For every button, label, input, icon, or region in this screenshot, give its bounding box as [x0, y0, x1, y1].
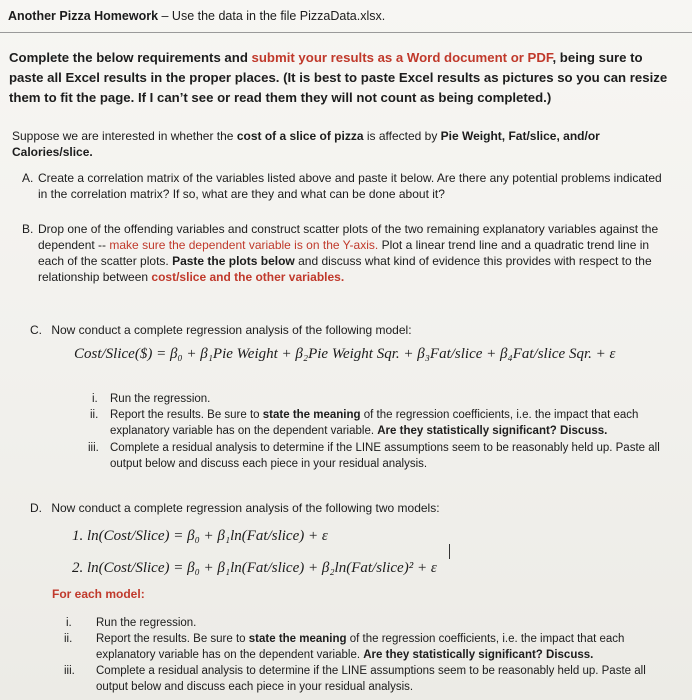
section-c-item-3-text: Complete a residual analysis to determine if the LINE assumptions seem to be reasonably held up. Paste all output below and discuss each piece in your residual analysis. [110, 442, 660, 470]
section-d-model-1: 1. ln(Cost/Slice) = β₀ + β₁ln(Fat/slice) + ε [72, 528, 328, 544]
section-b-text-red: make sure the dependent variable is on the Y-axis. [109, 238, 379, 252]
suppose-text-1: Suppose we are interested in whether the [12, 129, 237, 143]
section-a-label: A. [22, 171, 34, 185]
intro-text-1: Complete the below requirements and [9, 50, 252, 65]
section-c-item-2-text [110, 407, 668, 439]
d2-text-1: Report the results. Be sure to [96, 633, 249, 645]
suppose-bold-2: Pie Weight, Fat/slice, and/or Calories/slice. [12, 129, 600, 159]
section-c-text: Now conduct a complete regression analysis of the following model: [51, 323, 412, 337]
title-divider [0, 32, 692, 33]
section-b-text-1: Drop one of the offending variables and construct scatter plots of the two remaining explanatory variables against the dependent -- [38, 222, 659, 252]
section-d-item-2-num: ii. [64, 633, 73, 645]
section-d-item-1-text: Run the regression. [96, 617, 197, 629]
c2-bold-2: Are they statistically significant? Discuss. [377, 425, 608, 437]
page-title [8, 9, 385, 23]
section-d-item-1-num: i. [66, 617, 72, 629]
intro-paragraph [9, 48, 679, 108]
section-c-heading [30, 322, 412, 338]
d2-bold-1: state the meaning [248, 633, 347, 645]
section-c-item-1-num: i. [92, 393, 98, 405]
c2-text-3: of the regression coefficients, i.e. the impact that each explanatory variable has on the dependent variable. [110, 409, 639, 437]
title-rest: – Use the data in the file PizzaData.xlsx. [158, 9, 386, 23]
section-b-label: B. [22, 222, 34, 236]
d2-text-3: of the regression coefficients, i.e. the impact that each explanatory variable has on the dependent variable. [96, 633, 625, 661]
section-b-text-5: and discuss what kind of evidence this provides with respect to the relationship between [38, 254, 652, 284]
suppose-text-2: is affected by [363, 129, 441, 143]
section-d-label: D. [30, 501, 42, 515]
c2-text-1: Report the results. Be sure to [110, 409, 263, 421]
section-c-item-3-num: iii. [88, 442, 99, 454]
section-d-item-3-text: Complete a residual analysis to determine if the LINE assumptions seem to be reasonably held up. Paste all output below and discuss each piece in your residual analysis. [96, 665, 646, 693]
suppose-paragraph [12, 128, 652, 160]
section-d-heading [30, 500, 440, 516]
section-c-item-2-num: ii. [90, 409, 99, 421]
section-b [22, 221, 662, 291]
section-a [22, 170, 662, 204]
suppose-bold-1: cost of a slice of pizza [236, 129, 364, 143]
c2-bold-1: state the meaning [262, 409, 361, 421]
intro-text-3: , being sure to paste all Excel results in the proper places. (It is best to paste Excel results as pictures so you can resize them to fit the page. If I can’t see or read them they will not count as being completed.) [9, 50, 668, 105]
section-d-model-2: 2. ln(Cost/Slice) = β₀ + β₁ln(Fat/slice) + β₂ln(Fat/slice)² + ε [72, 560, 437, 576]
section-d-item-3-num: iii. [64, 665, 75, 677]
section-d-text: Now conduct a complete regression analysis of the following two models: [51, 501, 440, 515]
d2-bold-2: Are they statistically significant? Discuss. [363, 649, 594, 661]
section-b-bold-red: cost/slice and the other variables. [151, 270, 345, 284]
text-cursor [449, 544, 450, 559]
section-b-text [38, 221, 663, 285]
section-b-text-3: Plot a linear trend line and a quadratic trend line in each of the scatter plots. [38, 238, 650, 268]
section-c-item-1-text: Run the regression. [110, 393, 211, 405]
title-bold: Another Pizza Homework [8, 9, 159, 23]
section-c-label: C. [30, 323, 42, 337]
section-d-item-2-text [96, 631, 666, 663]
for-each-model-label: For each model: [52, 587, 145, 601]
section-c-formula: Cost/Slice($) = β₀ + β₁Pie Weight + β₂Pie Weight Sqr. + β₃Fat/slice + β₄Fat/slice Sqr. + ε [74, 346, 616, 362]
section-a-text: Create a correlation matrix of the variables listed above and paste it below. Are there any potential problems indicated in the correlation matrix? If so, what are they and what can be done about it? [38, 171, 662, 201]
section-b-bold: Paste the plots below [172, 254, 295, 268]
intro-text-red: submit your results as a Word document or PDF [251, 50, 553, 65]
